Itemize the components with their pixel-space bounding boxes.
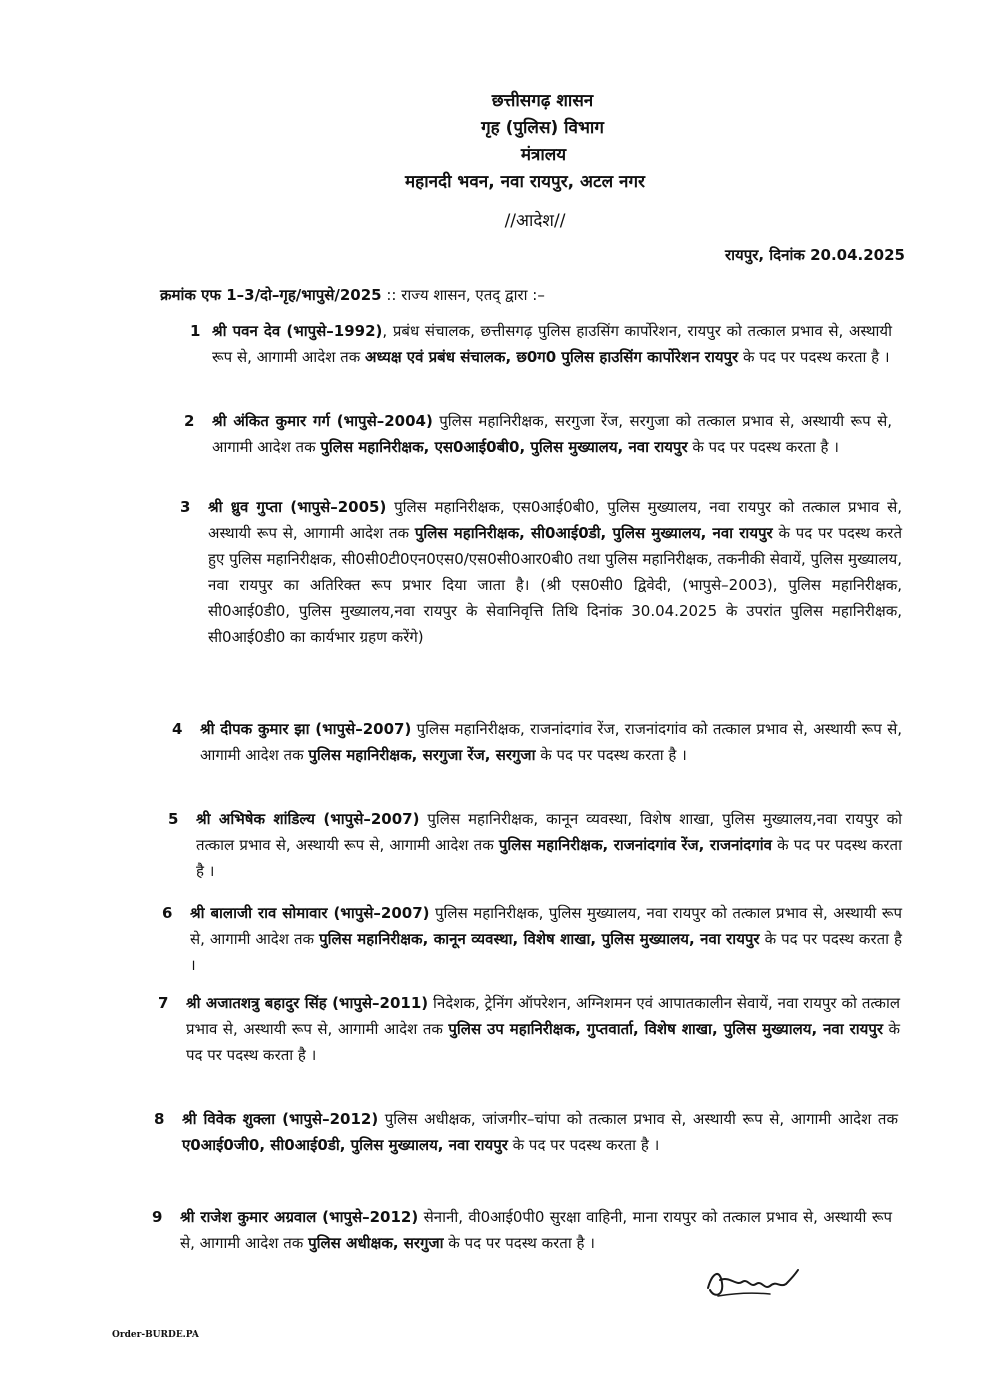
officer-name: श्री पवन देव (भापुसे–1992): [212, 322, 383, 340]
new-post: पुलिस महानिरीक्षक, सरगुजा रेंज, सरगुजा: [308, 746, 536, 764]
footer-reference: Order-BURDE.PA: [112, 1330, 199, 1340]
item-number: 2: [184, 412, 195, 430]
officer-name: श्री दीपक कुमार झा (भापुसे–2007): [200, 720, 412, 738]
item-text: पुलिस अधीक्षक, जांजगीर–चांपा को तत्काल प्रभाव से, अस्थायी रूप से, आगामी आदेश तक: [378, 1110, 898, 1128]
item-number: 5: [168, 810, 179, 828]
item-text: पुलिस महानिरीक्षक, एस0आई0बी0, पुलिस मुख्यालय, नवा रायपुर को तत्काल प्रभाव से, अस्थायी रूप से, आगामी आदेश तक: [208, 498, 903, 542]
officer-name: श्री राजेश कुमार अग्रवाल (भापुसे–2012): [180, 1208, 419, 1226]
item-body: [212, 408, 892, 460]
item-text: पुलिस महानिरीक्षक, पुलिस मुख्यालय, नवा रायपुर को तत्काल प्रभाव से, अस्थायी रूप से, आगामी आदेश तक: [190, 904, 902, 948]
item-text-end: के पद पर पदस्थ करता है ।: [443, 1234, 595, 1252]
order-title: //आदेश//: [504, 211, 566, 231]
item-body: [180, 1204, 892, 1256]
order-item: [184, 408, 892, 460]
item-text-end: के पद पर पदस्थ करता है ।: [687, 438, 839, 456]
item-number: 7: [158, 994, 169, 1012]
order-item: [162, 900, 902, 978]
item-text-end: के पद पर पदस्थ करता है ।: [196, 836, 902, 880]
item-number: 1: [190, 322, 201, 340]
order-date: रायपुर, दिनांक 20.04.2025: [725, 246, 905, 264]
item-body: [190, 900, 902, 978]
new-post: ए0आई0जी0, सी0आई0डी, पुलिस मुख्यालय, नवा रायपुर: [182, 1136, 508, 1154]
item-number: 8: [154, 1110, 165, 1128]
order-item: [190, 318, 892, 370]
order-item: [168, 806, 902, 884]
item-number: 4: [172, 720, 183, 738]
item-text-end: के पद पर पदस्थ करता है ।: [186, 1020, 901, 1064]
item-text: पुलिस महानिरीक्षक, सरगुजा रेंज, सरगुजा को तत्काल प्रभाव से, अस्थायी रूप से, आगामी आदेश तक: [212, 412, 892, 456]
item-number: 9: [152, 1208, 163, 1226]
header-ministry: मंत्रालय: [520, 145, 567, 165]
item-text-end: के पद पर पदस्थ करता है ।: [738, 348, 890, 366]
item-body: [182, 1106, 898, 1158]
document-header: [0, 88, 995, 235]
header-department: गृह (पुलिस) विभाग: [481, 118, 604, 138]
item-text: पुलिस महानिरीक्षक, कानून व्यवस्था, विशेष शाखा, पुलिस मुख्यालय,नवा रायपुर को तत्काल प्रभाव से, अस्थायी रूप से, आगामी आदेश तक: [196, 810, 902, 854]
item-text-end: के पद पर पदस्थ करते हुए पुलिस महानिरीक्षक, सी0सी0टी0एन0एस0/एस0सी0आर0बी0 तथा पुलिस महानिरीक्षक, तकनीकी सेवायें, पुलिस मुख्यालय, नवा रायपुर का अतिरिक्त रूप प्रभार दिया जाता है। (श्री एस0सी0 द्विवेदी, (भापुसे–2003), पुलिस महानिरीक्षक, सी0आई0डी0, पुलिस मुख्यालय,नवा रायपुर के सेवानिवृत्ति तिथि दिनांक 30.04.2025 के उपरांत पुलिस महानिरीक्षक, सी0आई0डी0 का कार्यभार ग्रहण करेंगे): [208, 524, 902, 646]
item-text-end: के पद पर पदस्थ करता है ।: [507, 1136, 660, 1154]
item-text: , प्रबंध संचालक, छत्तीसगढ़ पुलिस हाउसिंग कार्पोरेशन, रायपुर को तत्काल प्रभाव से, अस्थायी रूप से, आगामी आदेश तक: [212, 322, 892, 366]
officer-name: श्री बालाजी राव सोमावार (भापुसे–2007): [190, 904, 430, 922]
officer-name: श्री ध्रुव गुप्ता (भापुसे–2005): [208, 498, 387, 516]
reference-line: [160, 285, 545, 305]
item-text: सेनानी, वी0आई0पी0 सुरक्षा वाहिनी, माना रायपुर को तत्काल प्रभाव से, अस्थायी रूप से, आगामी आदेश तक: [180, 1208, 892, 1252]
officer-name: श्री अंकित कुमार गर्ग (भापुसे–2004): [212, 412, 433, 430]
item-number: 6: [162, 904, 173, 922]
item-number: 3: [180, 498, 191, 516]
new-post: पुलिस महानिरीक्षक, कानून व्यवस्था, विशेष शाखा, पुलिस मुख्यालय, नवा रायपुर: [319, 930, 760, 948]
item-text: पुलिस महानिरीक्षक, राजनांदगांव रेंज, राजनांदगांव को तत्काल प्रभाव से, अस्थायी रूप से, आगामी आदेश तक: [200, 720, 902, 764]
new-post: पुलिस महानिरीक्षक, राजनांदगांव रेंज, राजनांदगांव: [498, 836, 772, 854]
item-text-end: के पद पर पदस्थ करता है ।: [190, 930, 902, 974]
header-government: छत्तीसगढ़ शासन: [491, 91, 594, 111]
order-item: [180, 494, 903, 650]
order-item: [154, 1106, 898, 1158]
item-text-end: के पद पर पदस्थ करता है ।: [535, 746, 687, 764]
officer-name: श्री अजातशत्रु बहादुर सिंह (भापुसे–2011): [186, 994, 429, 1012]
officer-name: श्री विवेक शुक्ला (भापुसे–2012): [182, 1110, 379, 1128]
item-text: निदेशक, ट्रेनिंग ऑपरेशन, अग्निशमन एवं आपातकालीन सेवायें, नवा रायपुर को तत्काल प्रभाव से, अस्थायी रूप से, आगामी आदेश तक: [186, 994, 900, 1038]
new-post: पुलिस महानिरीक्षक, सी0आई0डी, पुलिस मुख्यालय, नवा रायपुर: [414, 524, 773, 542]
order-item: [152, 1204, 892, 1256]
new-post: पुलिस महानिरीक्षक, एस0आई0बी0, पुलिस मुख्यालय, नवा रायपुर: [320, 438, 688, 456]
item-body: [200, 716, 902, 768]
order-item: [172, 716, 902, 768]
reference-text: :: राज्य शासन, एतद् द्वारा :–: [381, 286, 545, 304]
officer-name: श्री अभिषेक शांडिल्य (भापुसे–2007): [196, 810, 420, 828]
reference-number: क्रमांक एफ 1–3/दो–गृह/भापुसे/2025: [160, 286, 382, 304]
signature: [700, 1258, 810, 1303]
item-body: [208, 494, 902, 650]
item-body: [186, 990, 900, 1068]
header-address: महानदी भवन, नवा रायपुर, अटल नगर: [405, 172, 645, 192]
order-item: [158, 990, 901, 1068]
item-body: [212, 318, 892, 370]
new-post: पुलिस उप महानिरीक्षक, गुप्तवार्ता, विशेष शाखा, पुलिस मुख्यालय, नवा रायपुर: [448, 1020, 883, 1038]
new-post: अध्यक्ष एवं प्रबंध संचालक, छ0ग0 पुलिस हाउसिंग कार्पोरेशन रायपुर: [365, 348, 739, 366]
item-body: [196, 806, 902, 884]
new-post: पुलिस अधीक्षक, सरगुजा: [308, 1234, 444, 1252]
